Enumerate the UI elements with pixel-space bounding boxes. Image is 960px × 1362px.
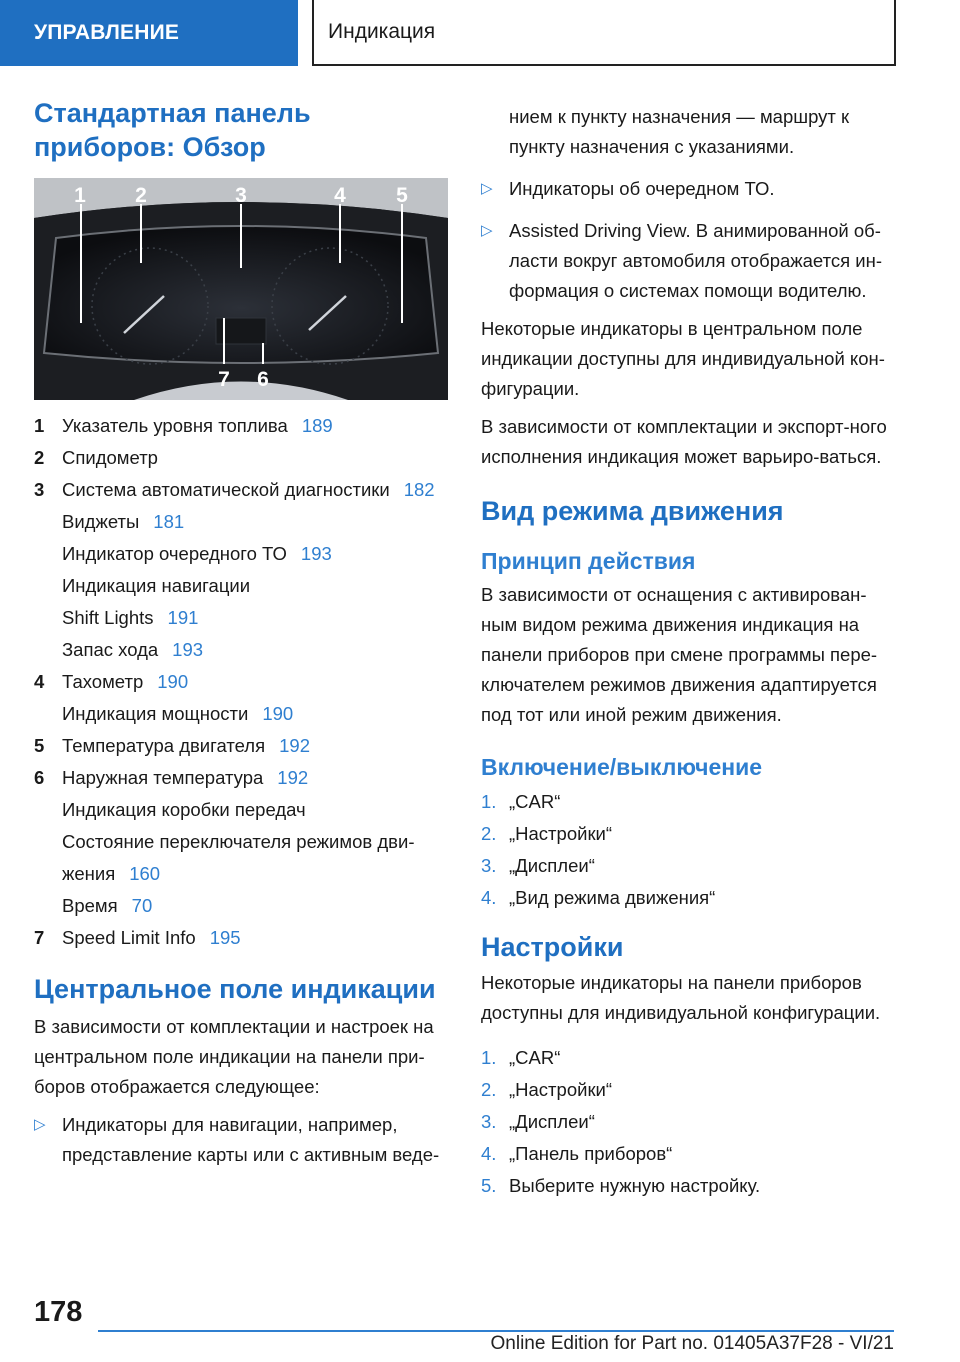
legend-number — [34, 570, 62, 602]
legend-number: 6 — [34, 767, 45, 788]
legend-text — [62, 602, 448, 634]
legend-text — [62, 410, 448, 442]
legend-text — [62, 698, 448, 730]
step-item — [481, 1106, 901, 1138]
legend-text — [62, 826, 448, 890]
legend-label: Система автоматической диагностики — [62, 479, 390, 500]
legend-text — [62, 634, 448, 666]
page-reference-link[interactable]: 193 — [172, 639, 204, 660]
step-item — [481, 850, 901, 882]
legend-text — [62, 890, 448, 922]
step-number: 4. — [481, 1143, 497, 1164]
page-reference-link[interactable]: 70 — [131, 895, 153, 916]
page-reference-link[interactable]: 182 — [403, 479, 435, 500]
legend-text — [62, 762, 448, 794]
page-reference-link[interactable]: 191 — [167, 607, 199, 628]
legend-number: 2 — [34, 447, 45, 468]
central-display-paragraph: В зависимости от комплектации и настроек на центральном поле индикации на панели при-боров отображается следующее: — [34, 1016, 434, 1097]
step-item — [481, 1074, 901, 1106]
left-column — [34, 96, 448, 1170]
step-text: „Настройки“ — [509, 823, 613, 844]
heading-central-display: Центральное поле индикации — [34, 974, 436, 1004]
step-item — [481, 786, 901, 818]
triangle-bullet-icon: ▷ — [481, 222, 493, 239]
legend-row — [34, 762, 448, 794]
paragraph: Некоторые индикаторы на панели приборов доступны для индивидуальной конфигурации. — [481, 972, 881, 1023]
bullet-item — [481, 216, 901, 306]
legend-number: 7 — [34, 927, 45, 948]
page-reference-link[interactable]: 190 — [262, 703, 294, 724]
step-number: 1. — [481, 1047, 497, 1068]
legend-label: Указатель уровня топлива — [62, 415, 288, 436]
bullet-item — [34, 1110, 448, 1170]
legend-label: Индикация коробки передач — [62, 799, 306, 820]
footer-edition: Online Edition for Part no. 01405A37F28 - VI/21 — [490, 1333, 894, 1354]
step-text: „CAR“ — [509, 791, 561, 812]
step-item — [481, 818, 901, 850]
legend-label: Speed Limit Info — [62, 927, 196, 948]
header-topic — [312, 0, 896, 66]
legend-row — [34, 442, 448, 474]
callout-6: 6 — [257, 368, 269, 391]
legend-row — [34, 666, 448, 698]
legend-number — [34, 602, 62, 634]
legend-row — [34, 506, 448, 538]
step-text: „Дисплеи“ — [509, 855, 595, 876]
legend-row — [34, 410, 448, 442]
legend-number — [34, 698, 62, 730]
callout-5: 5 — [396, 184, 408, 207]
callout-7: 7 — [218, 368, 230, 391]
legend-text — [62, 794, 448, 826]
legend-label: Запас хода — [62, 639, 159, 660]
legend-text — [62, 730, 448, 762]
page-reference-link[interactable]: 189 — [301, 415, 333, 436]
subheading-principle: Принцип действия — [481, 548, 696, 574]
bullet-text: Индикаторы для навигации, например, представление карты или с активным веде- — [62, 1114, 440, 1165]
legend-label: Наружная температура — [62, 767, 264, 788]
legend-label: Тахометр — [62, 671, 144, 692]
step-item — [481, 882, 901, 914]
legend-row — [34, 474, 448, 506]
page-reference-link[interactable]: 181 — [153, 511, 185, 532]
legend-number — [34, 794, 62, 826]
step-text: „Панель приборов“ — [509, 1143, 673, 1164]
legend-row — [34, 634, 448, 666]
step-number: 1. — [481, 791, 497, 812]
bullet-text: Assisted Driving View. В анимированной об-ласти вокруг автомобиля отображается ин-формация о системах помощи водителю. — [509, 220, 882, 301]
legend-number: 3 — [34, 479, 45, 500]
legend-number: 4 — [34, 671, 45, 692]
legend-label: Температура двигателя — [62, 735, 266, 756]
legend-label: Виджеты — [62, 511, 140, 532]
page-reference-link[interactable]: 192 — [277, 767, 309, 788]
step-item — [481, 1042, 901, 1074]
legend-number — [34, 890, 62, 922]
legend-row — [34, 602, 448, 634]
paragraph: В зависимости от оснащения с активирован-ным видом режима движения индикация на панели приборов при смене программы пере-ключателем режимов движения адаптируется под тот или иной режим движения. — [481, 584, 878, 725]
steps-list-on-off — [481, 786, 901, 914]
callout-4: 4 — [334, 184, 346, 207]
steps-list-settings — [481, 1042, 901, 1202]
heading-instrument-cluster: Стандартная панель приборов: Обзор — [34, 98, 311, 162]
legend-number — [34, 538, 62, 570]
legend-label: Индикация мощности — [62, 703, 249, 724]
legend-label: Shift Lights — [62, 607, 154, 628]
step-number: 5. — [481, 1175, 497, 1196]
subheading-on-off: Включение/выключение — [481, 754, 763, 780]
instrument-cluster-photo — [34, 178, 448, 400]
page-reference-link[interactable]: 190 — [157, 671, 189, 692]
header-section-label: УПРАВЛЕНИЕ — [34, 21, 180, 44]
legend-row — [34, 890, 448, 922]
legend-row — [34, 730, 448, 762]
legend-label: Состояние переключателя режимов дви-жения — [62, 831, 415, 884]
legend-text — [62, 922, 448, 954]
legend-number: 1 — [34, 415, 45, 436]
bullet-text: нием к пункту назначения — маршрут к пункту назначения с указаниями. — [509, 106, 850, 157]
legend-number — [34, 826, 62, 890]
legend-label: Время — [62, 895, 118, 916]
step-number: 2. — [481, 1079, 497, 1100]
step-number: 3. — [481, 855, 497, 876]
page-number: 178 — [34, 1296, 83, 1328]
header-section — [0, 0, 298, 66]
legend-text — [62, 538, 448, 570]
legend-label: Индикация навигации — [62, 575, 251, 596]
legend-text — [62, 474, 448, 506]
step-text: „CAR“ — [509, 1047, 561, 1068]
callout-3: 3 — [235, 184, 247, 207]
step-number: 2. — [481, 823, 497, 844]
paragraph: В зависимости от комплектации и экспорт-ного исполнения индикация может варьиро-ваться. — [481, 416, 887, 467]
legend-number: 5 — [34, 735, 45, 756]
triangle-bullet-icon: ▷ — [34, 1116, 46, 1133]
legend-row — [34, 570, 448, 602]
callout-1: 1 — [74, 184, 86, 207]
legend-number — [34, 634, 62, 666]
legend-list — [34, 410, 448, 954]
step-text: „Дисплеи“ — [509, 1111, 595, 1132]
page-reference-link[interactable]: 160 — [129, 863, 161, 884]
legend-label: Спидометр — [62, 447, 158, 468]
legend-number — [34, 506, 62, 538]
page-reference-link[interactable]: 193 — [300, 543, 332, 564]
legend-text — [62, 506, 448, 538]
step-number: 4. — [481, 887, 497, 908]
header-topic-label: Индикация — [328, 20, 436, 43]
legend-text — [62, 442, 448, 474]
heading-drive-mode-view: Вид режима движения — [481, 496, 784, 526]
step-number: 3. — [481, 1111, 497, 1132]
page-reference-link[interactable]: 192 — [279, 735, 310, 756]
legend-row — [34, 922, 448, 954]
bullet-item — [481, 174, 901, 204]
step-item — [481, 1138, 901, 1170]
paragraph: Некоторые индикаторы в центральном поле индикации доступны для индивидуальной кон-фигурации. — [481, 318, 885, 399]
legend-row — [34, 698, 448, 730]
legend-row — [34, 794, 448, 826]
triangle-bullet-icon: ▷ — [481, 180, 493, 197]
footer-divider — [98, 1330, 894, 1332]
callout-2: 2 — [135, 184, 147, 207]
step-text: „Вид режима движения“ — [509, 887, 716, 908]
legend-text — [62, 570, 448, 602]
right-column — [481, 102, 901, 1202]
legend-text — [62, 666, 448, 698]
legend-row — [34, 826, 448, 890]
bullet-text: Индикаторы об очередном ТО. — [509, 178, 775, 199]
page-reference-link[interactable]: 195 — [209, 927, 241, 948]
step-text: „Настройки“ — [509, 1079, 613, 1100]
bullet-continuation — [481, 102, 901, 162]
legend-label: Индикатор очередного ТО — [62, 543, 287, 564]
step-text: Выберите нужную настройку. — [509, 1175, 761, 1196]
step-item — [481, 1170, 901, 1202]
heading-settings: Настройки — [481, 932, 624, 962]
legend-row — [34, 538, 448, 570]
